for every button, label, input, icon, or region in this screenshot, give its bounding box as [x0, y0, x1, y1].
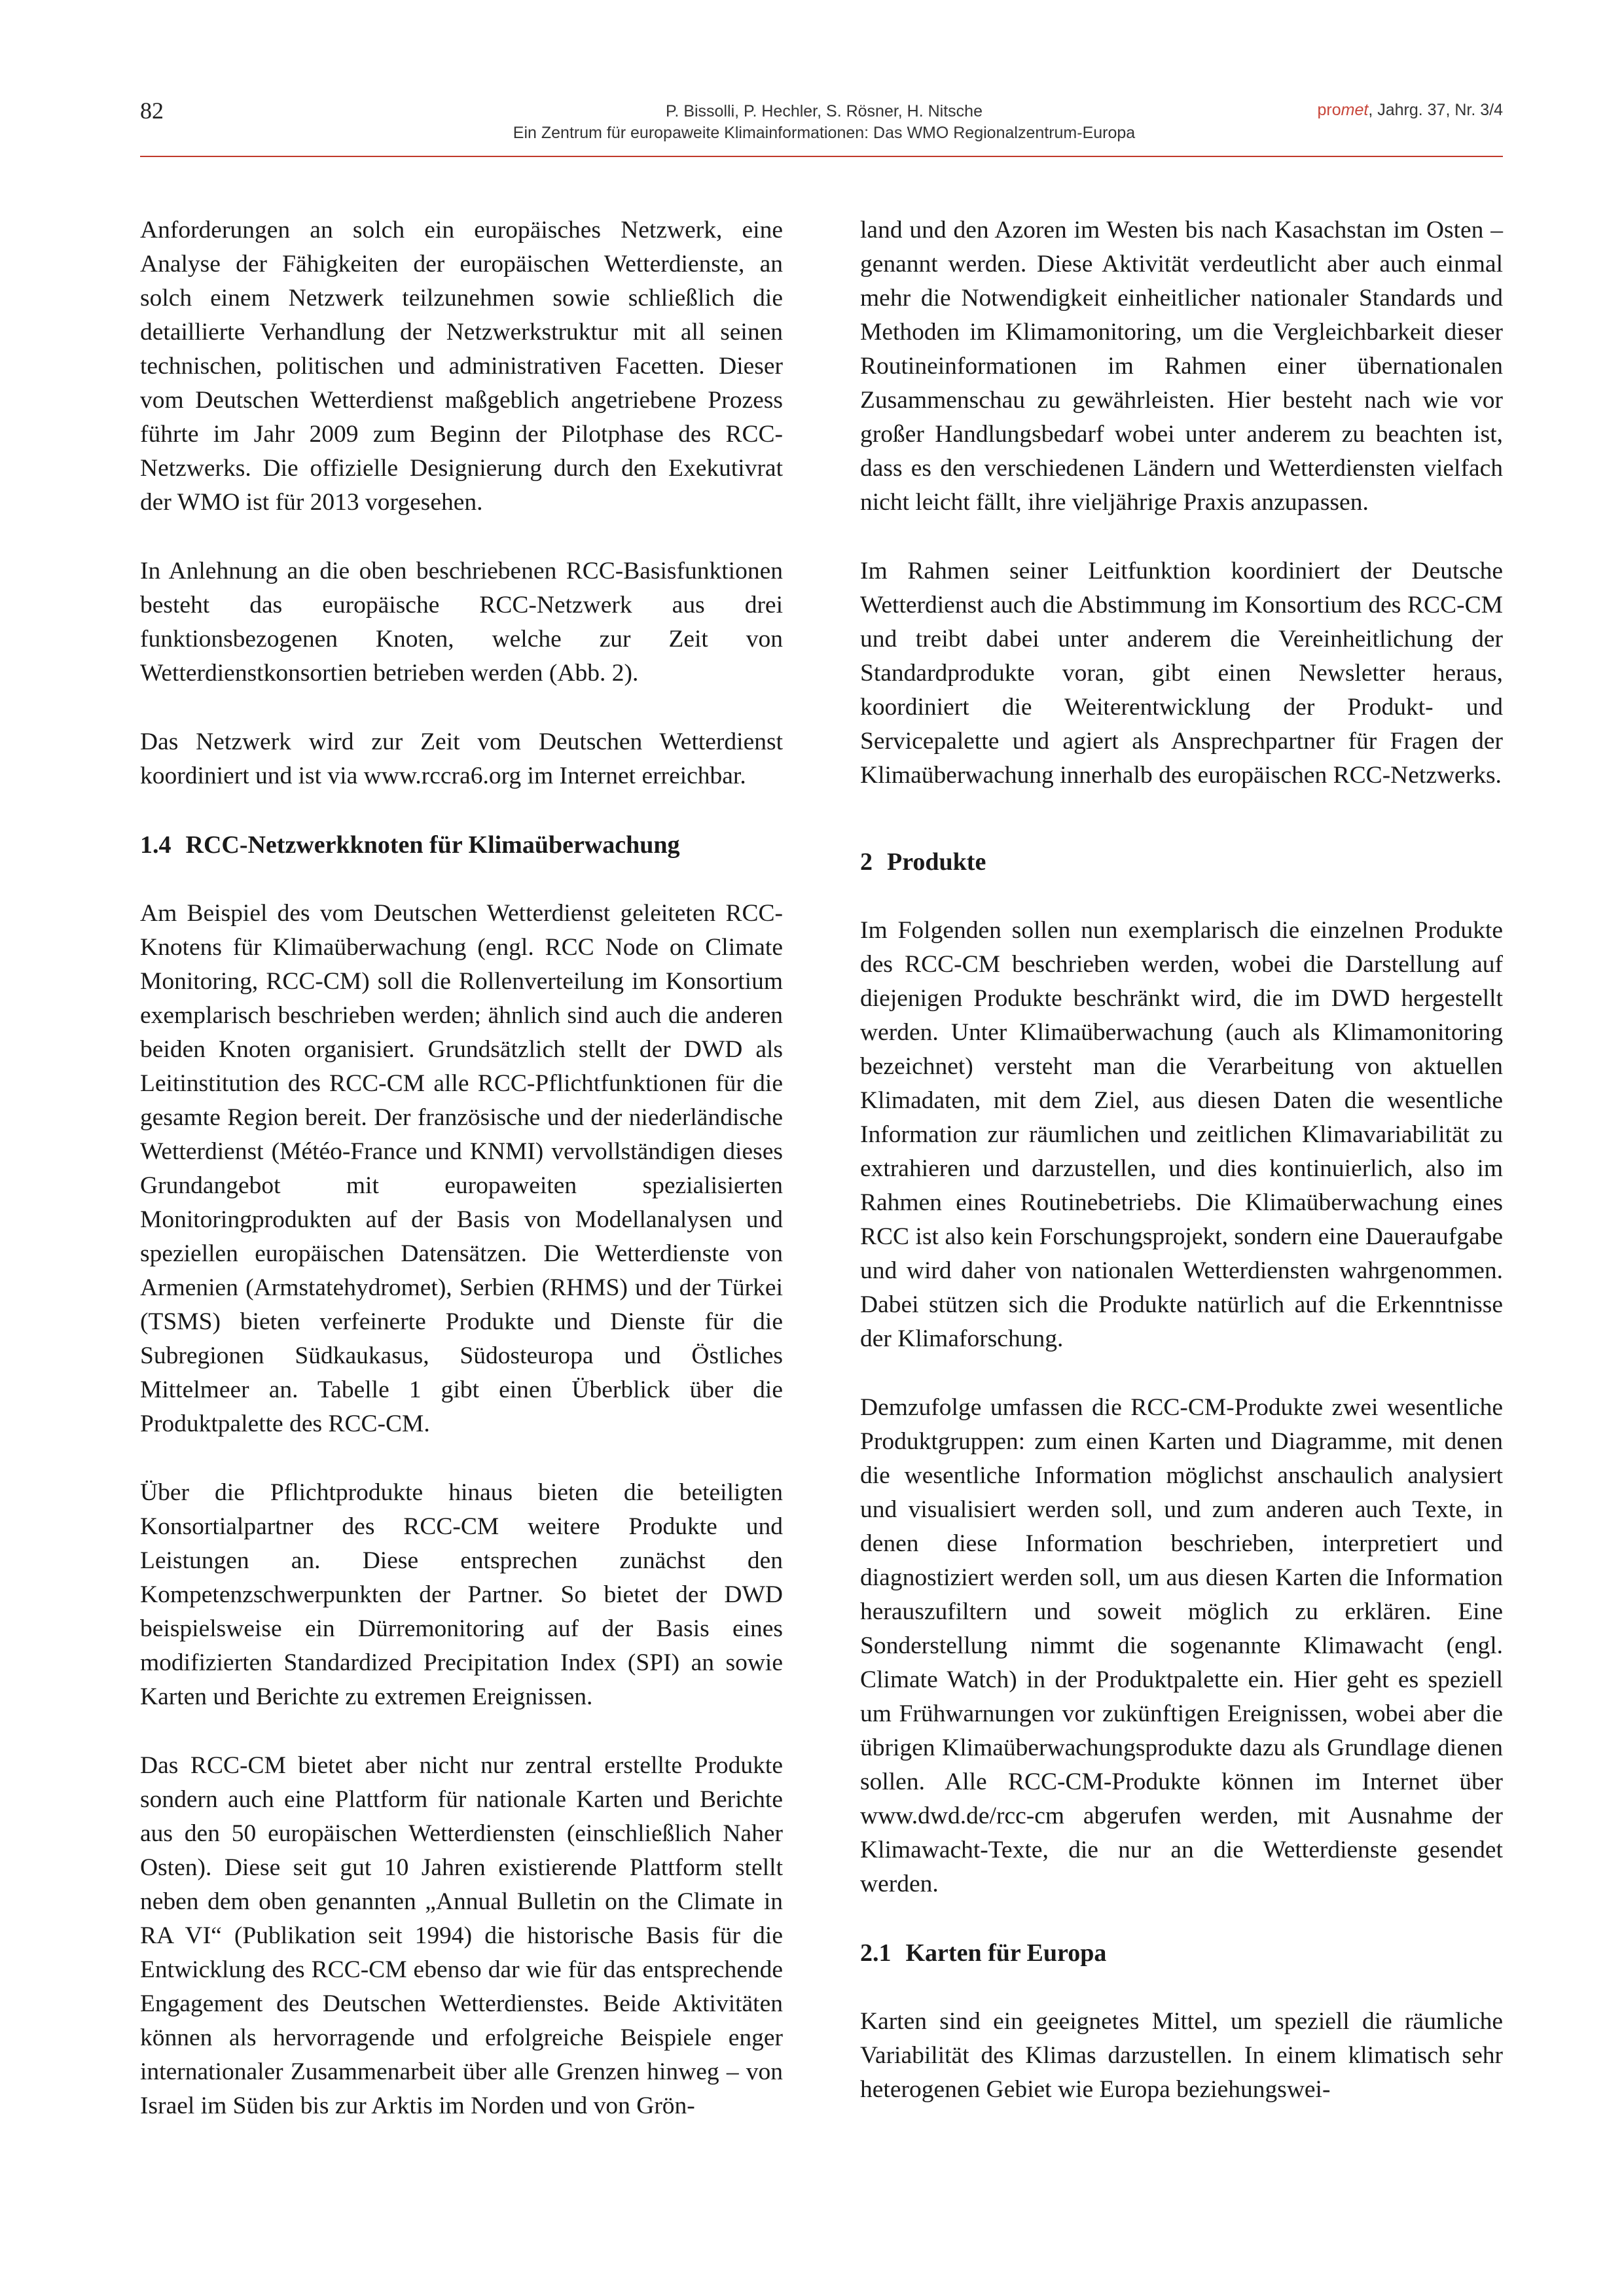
header-rule [140, 156, 1503, 157]
paragraph: Anforderungen an solch ein europäisches Netzwerk, eine Analyse der Fähigkeiten der europäischen Wetterdienste, an solch einem Netzwerk teilzunehmen sowie schließlich die detaillierte Verhandlung der Netzwerkstruktur mit all seinen technischen, politischen und administrativen Facetten. Dieser vom Deutschen Wetterdienst maßgeblich angetriebene Prozess führte im Jahr 2009 zum Beginn der Pilotphase des RCC-Netzwerks. Die offizielle Designierung durch den Exekutivrat der WMO ist für 2013 vorgesehen. [140, 217, 783, 516]
page-header [140, 97, 1503, 157]
paragraph: Das Netzwerk wird zur Zeit vom Deutschen Wetterdienst koordiniert und ist via www.rccra6.org im Internet erreichbar. [140, 728, 783, 789]
running-head [389, 101, 1259, 144]
section-title: Karten für Europa [905, 1939, 1107, 1967]
journal-name-pro: pro [1317, 101, 1341, 119]
left-column [140, 213, 783, 2158]
journal-issue: , Jahrg. 37, Nr. 3/4 [1368, 101, 1503, 119]
paragraph: land und den Azoren im Westen bis nach Kasachstan im Osten – genannt werden. Diese Aktivität verdeutlicht aber auch einmal mehr die Notwendigkeit einheitlicher nationaler Standards und Methoden im Klimamonitoring, um die Vergleichbarkeit dieser Routineinformationen im Rahmen einer übernationalen Zusammenschau zu gewährleisten. Hier besteht nach wie vor großer Handlungsbedarf wobei unter anderem zu beachten ist, dass es den verschiedenen Ländern und Wetterdiensten vielfach nicht leicht fällt, ihre vieljährige Praxis anzupassen. [860, 217, 1503, 516]
paragraph: Im Folgenden sollen nun exemplarisch die einzelnen Produkte des RCC-CM beschrieben werden, wobei die Darstellung auf diejenigen Produkte beschränkt wird, die im DWD hergestellt werden. Unter Klimaüberwachung (auch als Klimamonitoring bezeichnet) versteht man die Verarbeitung von aktuellen Klimadaten, mit dem Ziel, aus diesen Daten die wesentliche Information zur räumlichen und zeitlichen Klimavariabilität zu extrahieren und darzustellen, und dies kontinuierlich, also im Rahmen eines Routinebetriebs. Die Klimaüberwachung eines RCC ist also kein Forschungsprojekt, sondern eine Daueraufgabe und wird daher von nationalen Wetterdiensten wahrgenommen. Dabei stützen sich die Produkte natürlich auf die Erkenntnisse der Klimaforschung. [860, 917, 1503, 1352]
paragraph: Im Rahmen seiner Leitfunktion koordiniert der Deutsche Wetterdienst auch die Abstimmung im Konsortium des RCC-CM und treibt dabei unter anderem die Vereinheitlichung der Standardprodukte voran, gibt einen Newsletter heraus, koordiniert die Weiterentwicklung der Produkt- und Servicepalette und agiert als Ansprechpartner für Fragen der Klimaüberwachung innerhalb des europäischen RCC-Netzwerks. [860, 558, 1503, 789]
section-number: 2 [860, 848, 873, 876]
section-number: 1.4 [140, 831, 171, 859]
section-heading-2-1 [860, 1936, 1503, 1970]
running-head-title: Ein Zentrum für europaweite Klimainformationen: Das WMO Regionalzentrum-Europa [513, 124, 1136, 142]
section-title: Produkte [887, 848, 986, 876]
section-heading-1-4 [140, 828, 783, 862]
journal-name-met: met [1341, 101, 1369, 119]
paragraph: Das RCC-CM bietet aber nicht nur zentral erstellte Produkte sondern auch eine Plattform für nationale Karten und Berichte aus den 50 europäischen Wetterdiensten (einschließlich Naher Osten). Diese seit gut 10 Jahren existierende Plattform stellt neben dem oben genannten „Annual Bulletin on the Climate in RA VI“ (Publikation seit 1994) die historische Basis für die Entwicklung des RCC-CM ebenso dar wie für das entsprechende Engagement des Deutschen Wetterdienstes. Beide Aktivitäten können als hervorragende und erfolgreiche Beispiele enger internationaler Zusammenarbeit über alle Grenzen hinweg – von Israel im Süden bis zur Arktis im Norden und von Grön- [140, 1752, 783, 2119]
running-head-authors: P. Bissolli, P. Hechler, S. Rösner, H. Nitsche [665, 102, 983, 120]
paragraph: Demzufolge umfassen die RCC-CM-Produkte zwei wesentliche Produktgruppen: zum einen Karten und Diagramme, mit denen die wesentliche Information möglichst anschaulich analysiert und visualisiert werden soll, und zum anderen auch Texte, in denen diese Information beschrieben, interpretiert und diagnostiziert werden soll, um aus diesen Karten die Information herauszufiltern und soweit möglich zu erklären. Eine Sonderstellung nimmt die sogenannte Klimawacht (engl. Climate Watch) in der Produktpalette ein. Hier geht es speziell um Frühwarnungen vor zukünftigen Ereignissen, wobei aber die übrigen Klimaüberwachungsprodukte dazu als Grundlage dienen sollen. Alle RCC-CM-Produkte können im Internet über www.dwd.de/rcc-cm abgerufen werden, mit Ausnahme der Klimawacht-Texte, die nur an die Wetterdienste gesendet werden. [860, 1394, 1503, 1897]
paragraph: In Anlehnung an die oben beschriebenen RCC-Basisfunktionen besteht das europäische RCC-Netzwerk aus drei funktionsbezogenen Knoten, welche zur Zeit von Wetterdienstkonsortien betrieben werden (Abb. 2). [140, 558, 783, 687]
journal-info [1318, 101, 1504, 120]
paragraph: Karten sind ein geeignetes Mittel, um speziell die räumliche Variabilität des Klimas darzustellen. In einem klimatisch sehr heterogenen Gebiet wie Europa beziehungswei- [860, 2008, 1503, 2103]
paragraph: Am Beispiel des vom Deutschen Wetterdienst geleiteten RCC-Knotens für Klimaüberwachung (engl. RCC Node on Climate Monitoring, RCC-CM) soll die Rollenverteilung im Konsortium exemplarisch beschrieben werden; ähnlich sind auch die anderen beiden Knoten organisiert. Grundsätzlich stellt der DWD als Leitinstitution des RCC-CM alle RCC-Pflichtfunktionen für die gesamte Region bereit. Der französische und der niederländische Wetterdienst (Météo-France und KNMI) vervollständigen dieses Grundangebot mit europaweiten spezialisierten Monitoringprodukten auf der Basis von Modellanalysen und speziellen europäischen Datensätzen. Die Wetterdienste von Armenien (Armstatehydromet), Serbien (RHMS) und der Türkei (TSMS) bieten verfeinerte Produkte und Dienste für die Subregionen Südkaukasus, Südosteuropa und Östliches Mittelmeer an. Tabelle 1 gibt einen Überblick über die Produktpalette des RCC-CM. [140, 900, 783, 1437]
page-number: 82 [140, 98, 164, 124]
section-title: RCC-Netzwerkknoten für Klimaüberwachung [185, 831, 680, 859]
section-heading-2 [860, 845, 1503, 879]
section-number: 2.1 [860, 1939, 892, 1967]
right-column [860, 213, 1503, 2142]
paragraph: Über die Pflichtprodukte hinaus bieten die beteiligten Konsortialpartner des RCC-CM weitere Produkte und Leistungen an. Diese entsprechen zunächst den Kompetenzschwerpunkten der Partner. So bietet der DWD beispielsweise ein Dürremonitoring auf der Basis eines modifizierten Standardized Precipitation Index (SPI) an sowie Karten und Berichte zu extremen Ereignissen. [140, 1479, 783, 1710]
